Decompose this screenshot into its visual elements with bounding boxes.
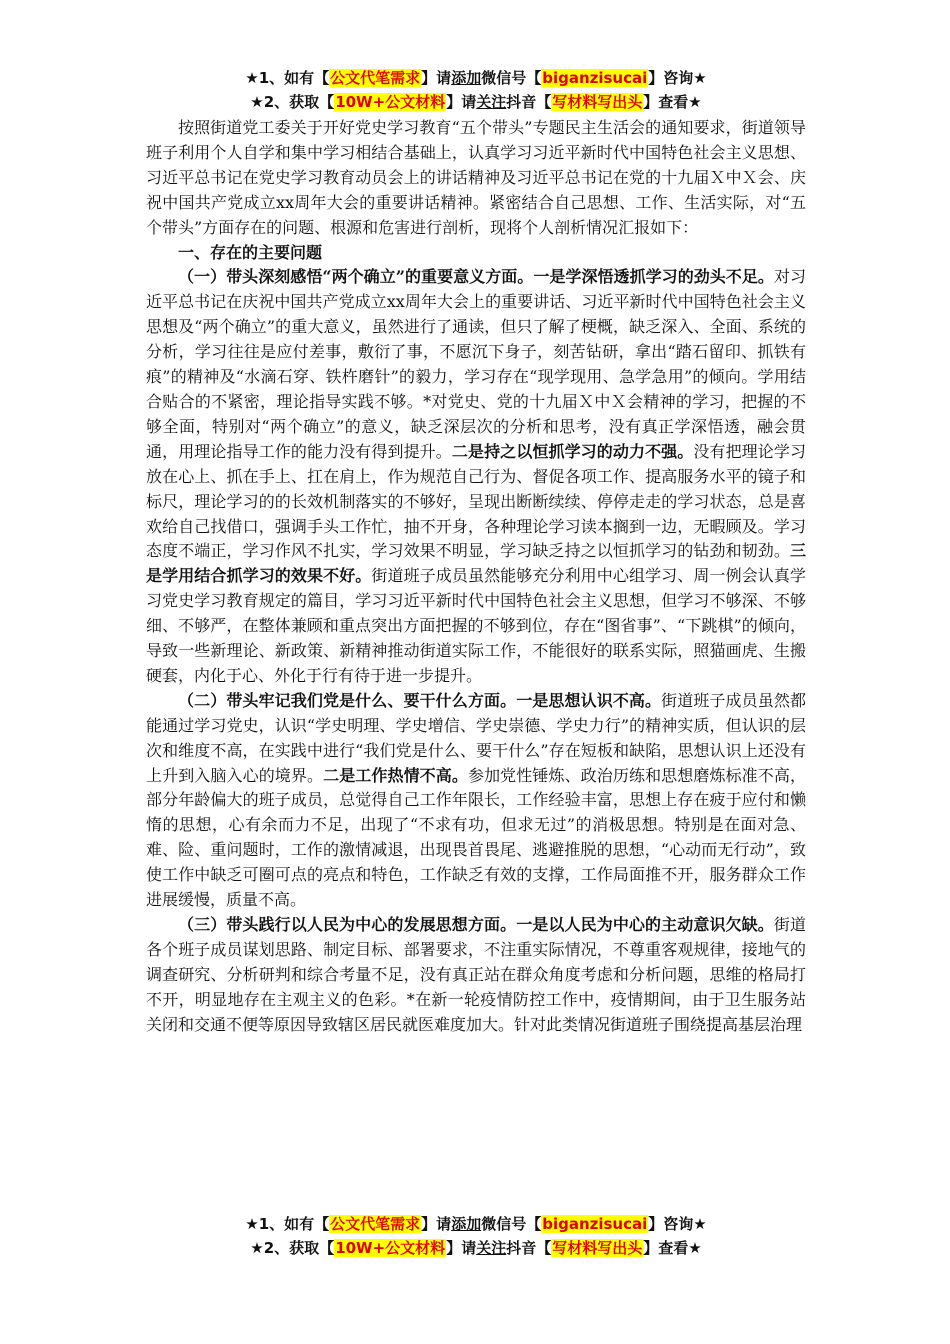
banner-text: 】查看★ bbox=[643, 93, 702, 111]
bold-lead: （一）带头深刻感悟“两个确立”的重要意义方面。一是学深悟透抓学习的劲头不足。 bbox=[178, 267, 774, 287]
banner-text: 】查看★ bbox=[643, 1239, 702, 1257]
banner-text: 】请 bbox=[446, 1239, 477, 1257]
highlight-service: 公文代笔需求 bbox=[330, 1215, 421, 1233]
document-body bbox=[146, 116, 806, 1038]
header-banner bbox=[146, 66, 806, 114]
paragraph-text: 街道各个班子成员谋划思路、制定目标、部署要求，不注重实际情况，不尊重客观规律，接地气的调查研究、分析研判和综合考量不足，没有真正站在群众角度考虑和分析问题，思维的格局打不开，明显地存在主观主义的色彩。*在新一轮疫情防控工作中，疫情期间，由于卫生服务站关闭和交通不便等原因导致辖区居民就医难度加大。针对此类情况街道班子围绕提高基层治理 bbox=[146, 915, 806, 1034]
document-page bbox=[146, 66, 806, 1038]
highlight-wechat-id: biganzisucai bbox=[542, 69, 648, 87]
paragraph-text: 街道班子成员虽然能够充分利用中心组学习、周一例会认真学习党史学习教育规定的篇目，学习习近平新时代中国特色社会主义思想，但学习不够深、不够细、不够严，在整体兼顾和重点突出方面把握的不够到位，存在“图省事”、“下跳棋”的倾向，导致一些新理论、新政策、新精神推动街道实际工作，不能很好的联系实际，照猫画虎、生搬硬套，内化于心、外化于行有待于进一步提升。 bbox=[146, 566, 806, 685]
banner-text: 微信号【 bbox=[481, 69, 542, 87]
banner-text: 微信号【 bbox=[481, 1215, 542, 1233]
banner-text: ★2、获取【 bbox=[250, 1239, 335, 1257]
banner-text: 】请 bbox=[446, 93, 477, 111]
highlight-douyin-account: 写材料写出头 bbox=[552, 93, 643, 111]
banner-text: 】咨询★ bbox=[648, 1215, 707, 1233]
bold-lead: （二）带头牢记我们党是什么、要干什么方面。一是思想认识不高。 bbox=[178, 690, 662, 710]
emphasis-add: 添加 bbox=[451, 1215, 482, 1233]
section-heading: 一、存在的主要问题 bbox=[178, 242, 323, 262]
bold-lead: 三是学用结合抓学习的效果不好。 bbox=[146, 541, 806, 586]
emphasis-follow: 关注 bbox=[476, 93, 507, 111]
banner-text: 】咨询★ bbox=[648, 69, 707, 87]
paragraph-text: 街道班子成员虽然都能通过学习党史，认识“学史明理、学史增信、学史崇德、学史力行”的精神实质，但认识的层次和维度不高，在实践中进行“我们党是什么、要干什么”存在短板和缺陷，思想认识上还没有上升到入脑入心的境界。 bbox=[146, 690, 806, 785]
highlight-materials: 10W+公文材料 bbox=[335, 1239, 446, 1257]
highlight-wechat-id: biganzisucai bbox=[542, 1215, 648, 1233]
banner-text: 抖音【 bbox=[506, 1239, 552, 1257]
banner-text: 抖音【 bbox=[506, 93, 552, 111]
footer-line-2 bbox=[146, 1236, 806, 1260]
emphasis-follow: 关注 bbox=[476, 1239, 507, 1257]
bold-lead: （三）带头践行以人民为中心的发展思想方面。一是以人民为中心的主动意识欠缺。 bbox=[178, 915, 774, 934]
banner-line-1 bbox=[146, 66, 806, 90]
bold-lead: 二是持之以恒抓学习的动力不强。 bbox=[451, 441, 694, 461]
banner-text: ★1、如有【 bbox=[245, 69, 330, 87]
emphasis-add: 添加 bbox=[451, 69, 482, 87]
footer-banner bbox=[146, 1212, 806, 1260]
highlight-materials: 10W+公文材料 bbox=[335, 93, 446, 111]
footer-line-1 bbox=[146, 1212, 806, 1236]
paragraph-1 bbox=[146, 265, 806, 688]
banner-line-2 bbox=[146, 90, 806, 114]
paragraph-text: 参加党性锤炼、政治历练和思想磨炼标准不高，部分年龄偏大的班子成员，总觉得自己工作年限长，工作经验丰富，思想上存在疲于应付和懒惰的思想，心有余而力不足，出现了“不求有功，但求无过”的消极思想。特别是在面对急、难、险、重问题时，工作的激情减退，出现畏首畏尾、逃避推脱的思想，“心动而无行动”，致使工作中缺乏可圈可点的亮点和特色，工作缺乏有效的支撑，工作局面推不开，服务群众工作进展缓慢，质量不高。 bbox=[146, 765, 806, 910]
paragraph-3 bbox=[146, 913, 806, 1038]
banner-text: 】请 bbox=[421, 69, 452, 87]
highlight-service: 公文代笔需求 bbox=[330, 69, 421, 87]
paragraph-text: 没有把理论学习放在心上、抓在手上、扛在肩上，作为规范自己行为、督促各项工作、提高服务水平的镜子和标尺，理论学习的的长效机制落实的不够好，呈现出断断续续、停停走走的学习状态，总是喜欢给自己找借口，强调手头工作忙，抽不开身，各种理论学习读本搁到一边，无暇顾及。学习态度不端正，学习作风不扎实，学习效果不明显，学习缺乏持之以恒抓学习的钻劲和韧劲。 bbox=[146, 441, 806, 561]
banner-text: ★1、如有【 bbox=[245, 1215, 330, 1233]
paragraph-2 bbox=[146, 689, 806, 913]
banner-text: 】请 bbox=[421, 1215, 452, 1233]
banner-text: ★2、获取【 bbox=[250, 93, 335, 111]
intro-paragraph: 按照街道党工委关于开好党史学习教育“五个带头”专题民主生活会的通知要求，街道领导班子利用个人自学和集中学习相结合基础上，认真学习习近平新时代中国特色社会主义思想、习近平总书记在党史学习教育动员会上的讲话精神及习近平总书记在党的十九届Ｘ中Ｘ会、庆祝中国共产党成立xx周年大会的重要讲话精神。紧密结合自己思想、工作、生活实际，对“五个带头”方面存在的问题、根源和危害进行剖析，现将个人剖析情况汇报如下： bbox=[146, 118, 806, 237]
bold-lead: 二是工作热情不高。 bbox=[323, 765, 468, 785]
paragraph-text: 对习近平总书记在庆祝中国共产党成立xx周年大会上的重要讲话、习近平新时代中国特色社会主义思想及“两个确立”的重大意义，虽然进行了通读，但只了解了梗概，缺乏深入、全面、系统的分析，学习往往是应付差事，敷衍了事，不愿沉下身子，刻苦钻研，拿出“踏石留印、抓铁有痕”的精神及“水滴石穿、铁杵磨针”的毅力，学习存在“现学现用、急学急用”的倾向。学用结合贴合的不紧密，理论指导实践不够。*对党史、党的十九届Ｘ中Ｘ会精神的学习，把握的不够全面，特别对“两个确立”的意义，缺乏深层次的分析和思考，没有真正学深悟透，融会贯通，用理论指导工作的能力没有得到提升。 bbox=[146, 267, 806, 461]
highlight-douyin-account: 写材料写出头 bbox=[552, 1239, 643, 1257]
